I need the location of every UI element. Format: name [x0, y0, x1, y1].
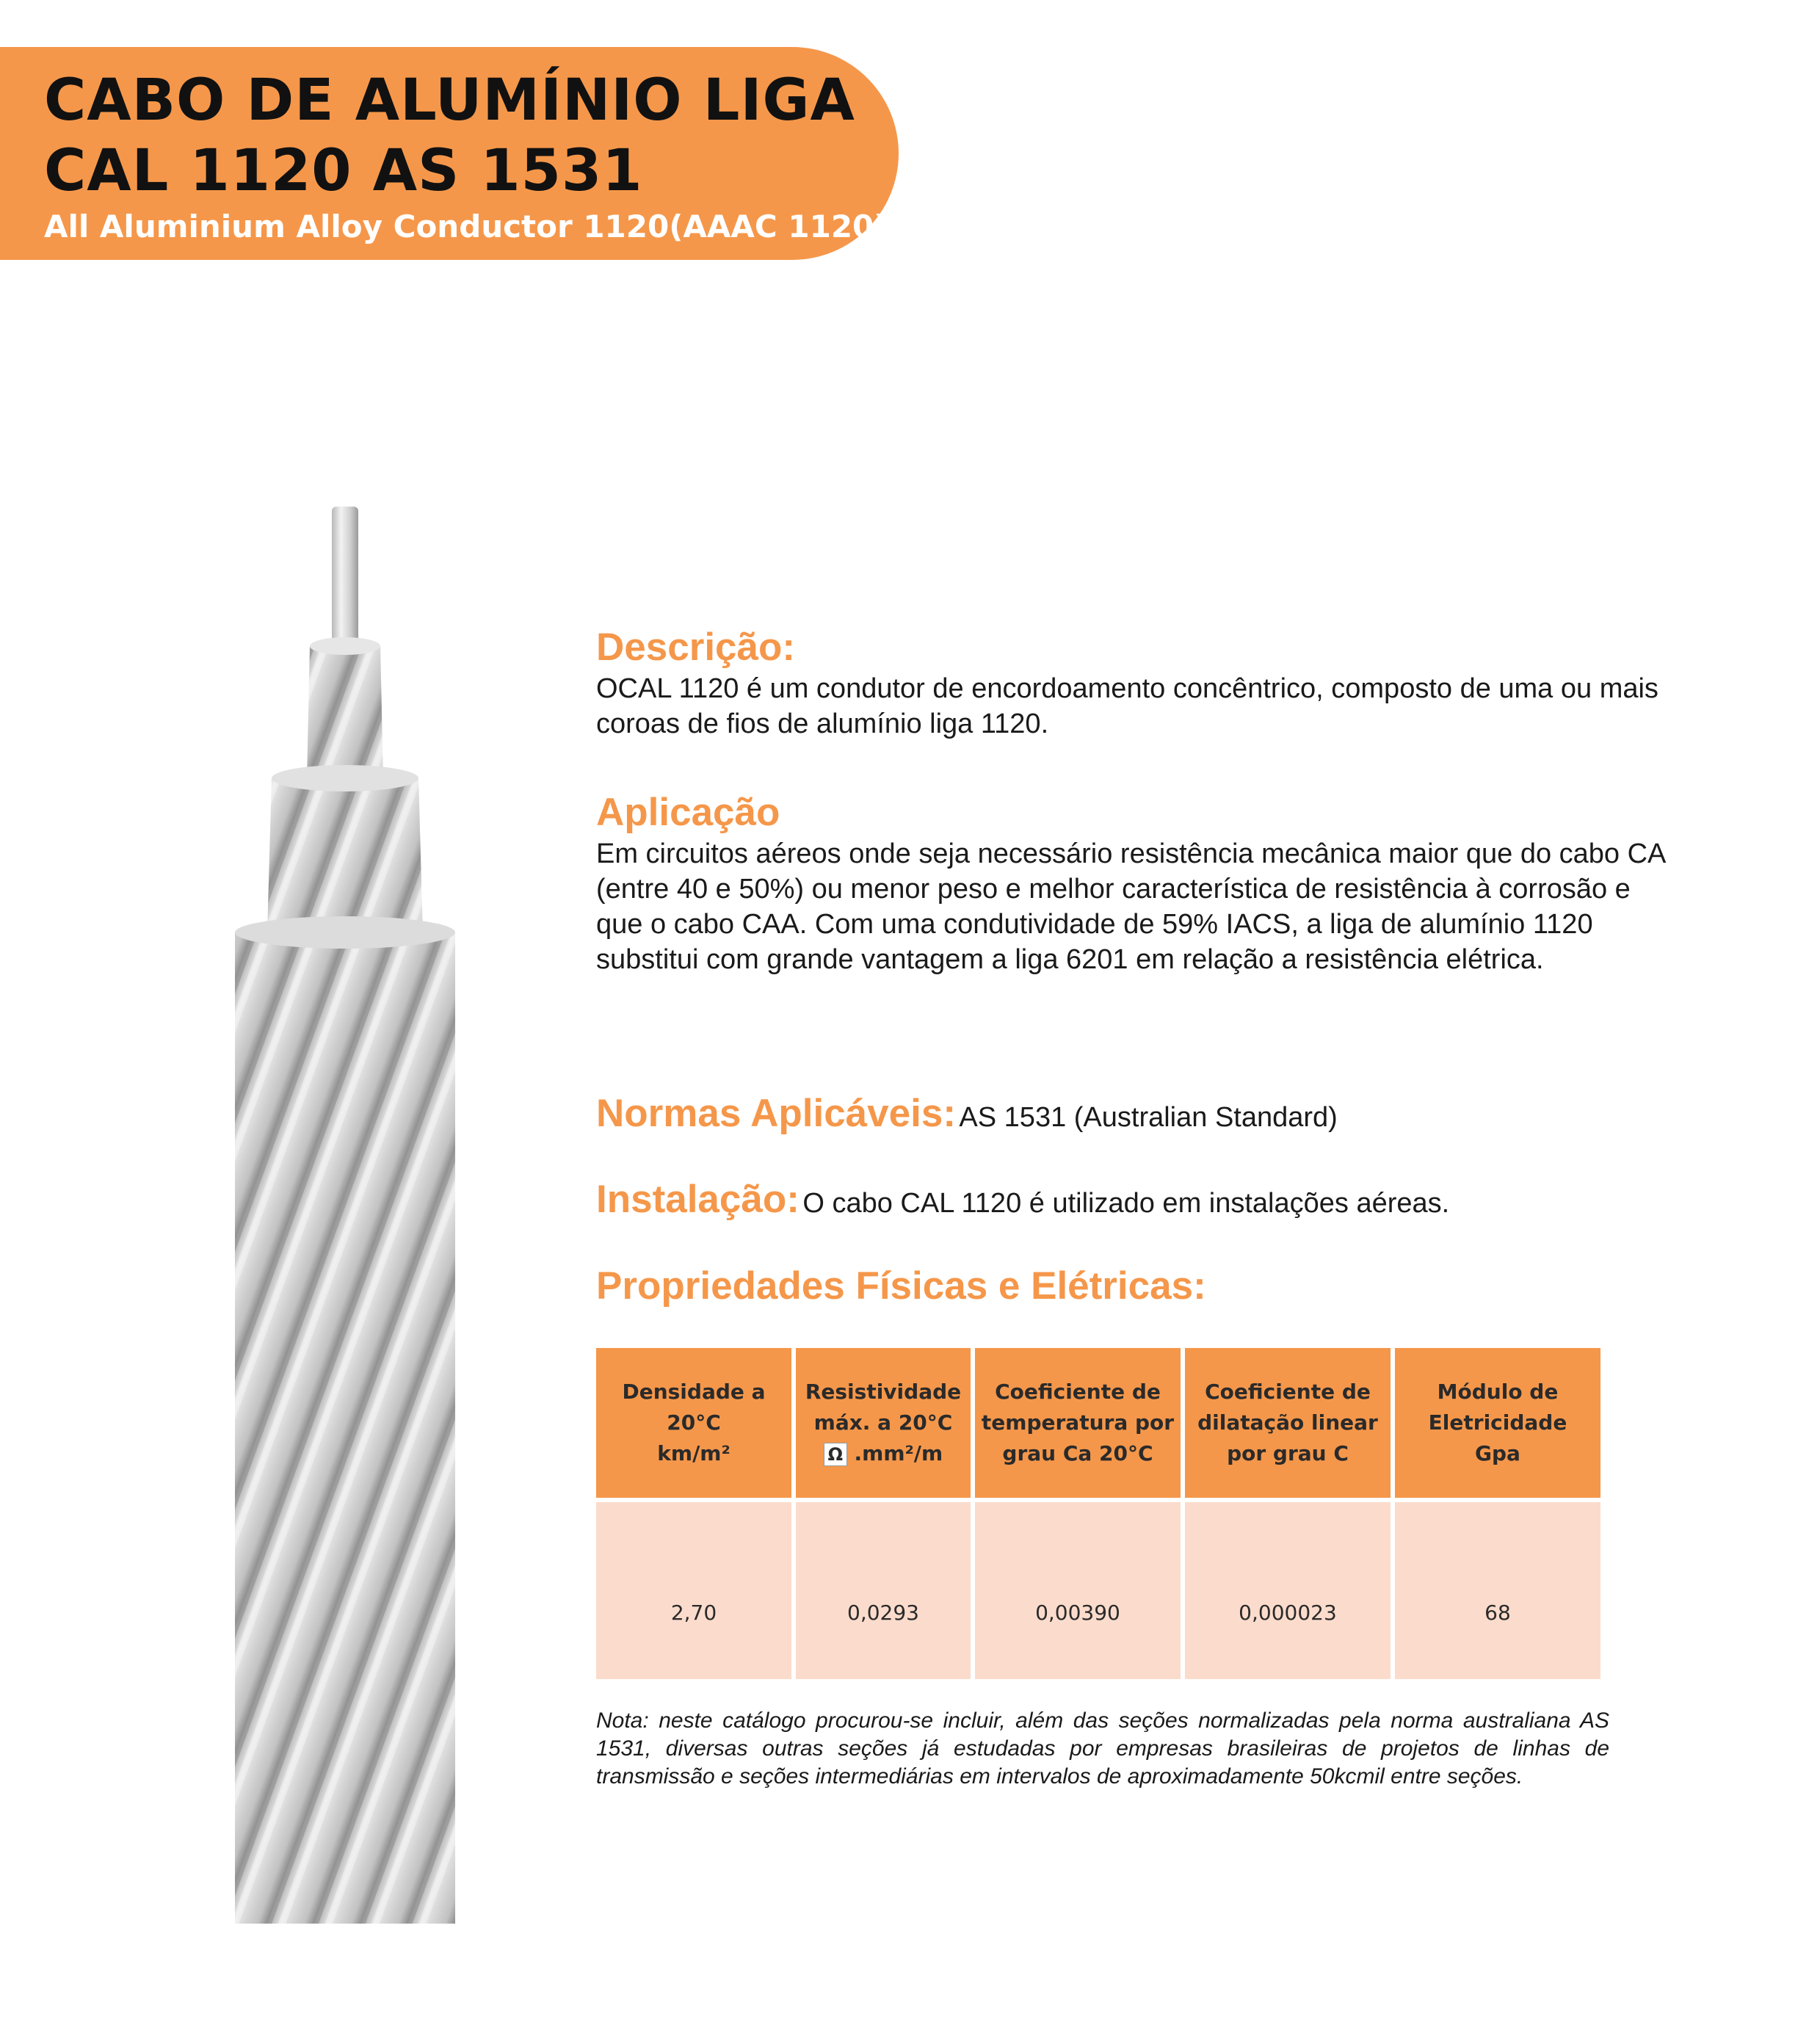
cell-coef-dilatacao: 0,000023 [1185, 1502, 1391, 1679]
instalacao-section [596, 1176, 1449, 1223]
aplicacao-text: Em circuitos aéreos onde seja necessário resistência mecânica maior que do cabo CA (entre 40 e 50%) ou menor peso e melhor característica de resistência à corrosão e que o cabo CAA. Com uma condutividade de 59% IACS, a liga de alumínio 1120 substitui com grande vantagem a liga 6201 em relação a resistência elétrica. [596, 838, 1665, 975]
normas-text: AS 1531 (Australian Standard) [959, 1102, 1338, 1133]
cable-illustration [220, 507, 470, 1924]
table-header-row [596, 1348, 1600, 1498]
page-subtitle: All Aluminium Alloy Conductor 1120(AAAC 1120) [44, 209, 888, 244]
header-coef-dilatacao: Coeficiente de dilatação linear por grau C [1185, 1348, 1391, 1498]
descricao-text: OCAL 1120 é um condutor de encordoamento concêntrico, composto de uma ou mais coroas de fios de alumínio liga 1120. [596, 673, 1658, 739]
header-modulo: Módulo de Eletricidade Gpa [1395, 1348, 1600, 1498]
title-banner [0, 47, 899, 260]
properties-table [592, 1344, 1605, 1684]
instalacao-heading: Instalação: [596, 1178, 800, 1221]
aplicacao-heading: Aplicação [596, 791, 780, 834]
propriedades-section [596, 1263, 1206, 1310]
page-title-line1: CABO DE ALUMÍNIO LIGA [44, 68, 855, 134]
header-densidade: Densidade a 20°C km/m² [596, 1348, 791, 1498]
cell-coef-temperatura: 0,00390 [975, 1502, 1181, 1679]
footnote: Nota: neste catálogo procurou-se incluir, além das seções normalizadas pela norma australiana AS 1531, diversas outras seções já estudadas por empresas brasileiras de projetos de linhas de transmissão e seções intermediárias em intervalos de aproximadamente 50kcmil entre seções. [596, 1708, 1609, 1789]
header-coef-temperatura: Coeficiente de temperatura por grau Ca 20°C [975, 1348, 1181, 1498]
aplicacao-section [596, 789, 1675, 977]
descricao-heading: Descrição: [596, 626, 796, 669]
descricao-section [596, 624, 1661, 742]
instalacao-text: O cabo CAL 1120 é utilizado em instalações aéreas. [802, 1188, 1450, 1219]
cell-resistividade: 0,0293 [796, 1502, 971, 1679]
header-resistividade: Resistividade máx. a 20°C Ω .mm²/m [796, 1348, 971, 1498]
propriedades-heading: Propriedades Físicas e Elétricas: [596, 1264, 1206, 1308]
cell-densidade: 2,70 [596, 1502, 791, 1679]
normas-section [596, 1090, 1338, 1137]
omega-icon: Ω [824, 1443, 847, 1466]
table-row [596, 1502, 1600, 1679]
cell-modulo: 68 [1395, 1502, 1600, 1679]
page-title-line2: CAL 1120 AS 1531 [44, 138, 643, 204]
normas-heading: Normas Aplicáveis: [596, 1092, 956, 1135]
